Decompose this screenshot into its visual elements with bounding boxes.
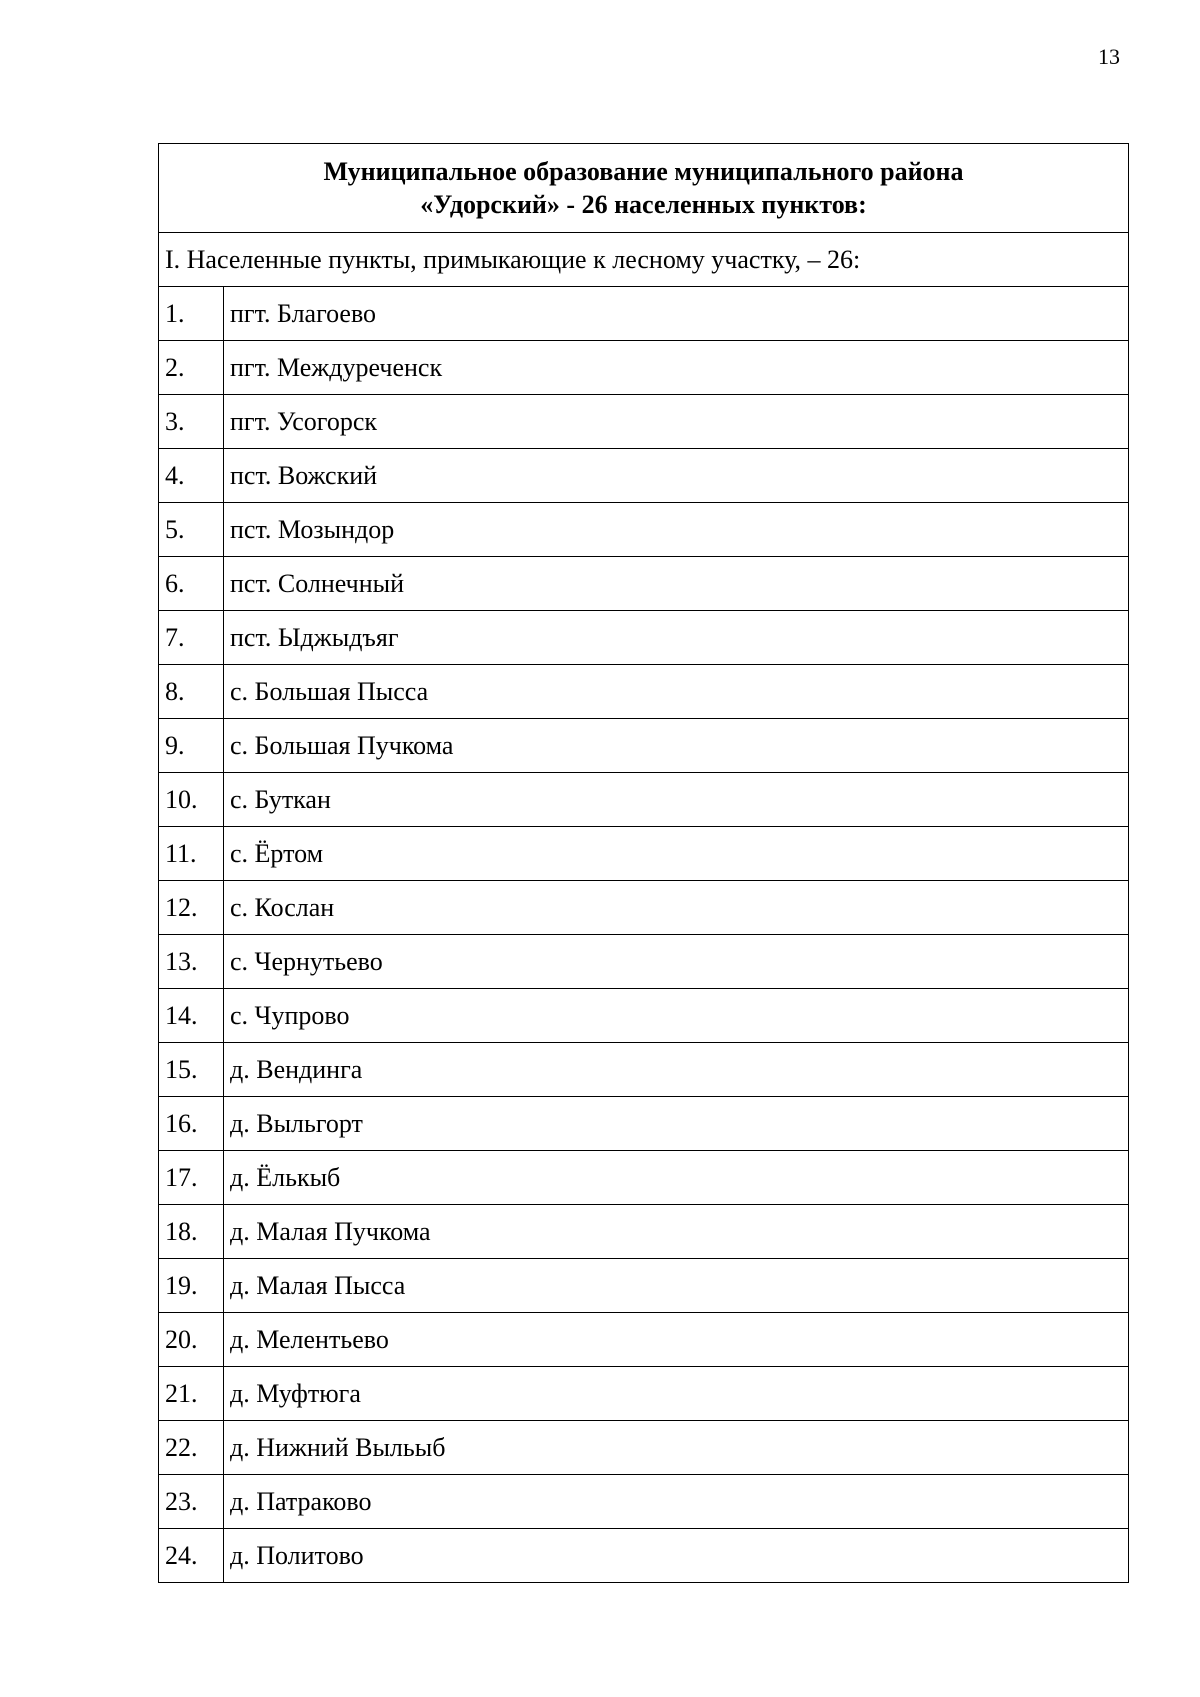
table-row: [159, 611, 1129, 665]
row-number: 5.: [159, 503, 224, 557]
table-row: [159, 1367, 1129, 1421]
row-number: 16.: [159, 1097, 224, 1151]
row-number: 7.: [159, 611, 224, 665]
row-number: 18.: [159, 1205, 224, 1259]
settlement-name: с. Буткан: [224, 773, 1129, 827]
settlement-name: д. Малая Пучкома: [224, 1205, 1129, 1259]
table-row: [159, 1313, 1129, 1367]
settlement-name: д. Ёлькыб: [224, 1151, 1129, 1205]
settlement-name: д. Малая Пысса: [224, 1259, 1129, 1313]
table-row: [159, 1205, 1129, 1259]
table-heading-line-1: Муниципальное образование муниципального района: [323, 157, 964, 186]
settlement-name: с. Чупрово: [224, 989, 1129, 1043]
table-row: [159, 827, 1129, 881]
settlement-name: с. Чернутьево: [224, 935, 1129, 989]
settlement-name: с. Большая Пучкома: [224, 719, 1129, 773]
table-row: [159, 989, 1129, 1043]
row-number: 15.: [159, 1043, 224, 1097]
row-number: 14.: [159, 989, 224, 1043]
row-number: 8.: [159, 665, 224, 719]
table-row: [159, 1475, 1129, 1529]
table-row: [159, 395, 1129, 449]
row-number: 4.: [159, 449, 224, 503]
table-row: [159, 935, 1129, 989]
settlement-name: д. Политово: [224, 1529, 1129, 1583]
table-row: [159, 503, 1129, 557]
table-row: [159, 1421, 1129, 1475]
section-title: I. Населенные пункты, примыкающие к лесному участку, – 26:: [159, 233, 1129, 287]
row-number: 22.: [159, 1421, 224, 1475]
table-row: [159, 341, 1129, 395]
table-heading-row: [159, 144, 1129, 233]
row-number: 3.: [159, 395, 224, 449]
row-number: 13.: [159, 935, 224, 989]
settlement-name: д. Вендинга: [224, 1043, 1129, 1097]
table-row: [159, 1043, 1129, 1097]
settlement-name: с. Большая Пысса: [224, 665, 1129, 719]
settlement-name: с. Ёртом: [224, 827, 1129, 881]
row-number: 1.: [159, 287, 224, 341]
row-number: 12.: [159, 881, 224, 935]
settlement-name: с. Кослан: [224, 881, 1129, 935]
table-body: [159, 144, 1129, 1583]
settlement-name: д. Выльгорт: [224, 1097, 1129, 1151]
settlement-name: пст. Солнечный: [224, 557, 1129, 611]
table-row: [159, 773, 1129, 827]
row-number: 2.: [159, 341, 224, 395]
table-row: [159, 557, 1129, 611]
table-heading-cell: [159, 144, 1129, 233]
row-number: 6.: [159, 557, 224, 611]
table-row: [159, 1259, 1129, 1313]
settlement-name: пст. Мозындор: [224, 503, 1129, 557]
row-number: 20.: [159, 1313, 224, 1367]
table-row: [159, 1097, 1129, 1151]
settlement-name: пгт. Благоево: [224, 287, 1129, 341]
table-row: [159, 719, 1129, 773]
row-number: 10.: [159, 773, 224, 827]
page-number: 13: [1098, 44, 1120, 69]
table-row: [159, 1151, 1129, 1205]
settlement-name: д. Нижний Выльыб: [224, 1421, 1129, 1475]
table-row: [159, 287, 1129, 341]
settlement-name: пгт. Междуреченск: [224, 341, 1129, 395]
row-number: 23.: [159, 1475, 224, 1529]
settlement-name: пгт. Усогорск: [224, 395, 1129, 449]
table-row: [159, 665, 1129, 719]
settlement-name: пст. Ыджыдъяг: [224, 611, 1129, 665]
row-number: 24.: [159, 1529, 224, 1583]
row-number: 9.: [159, 719, 224, 773]
row-number: 11.: [159, 827, 224, 881]
row-number: 19.: [159, 1259, 224, 1313]
table-heading-line-2: «Удорский» - 26 населенных пунктов:: [420, 190, 867, 219]
settlement-name: д. Патраково: [224, 1475, 1129, 1529]
settlement-name: д. Мелентьево: [224, 1313, 1129, 1367]
table-row: [159, 1529, 1129, 1583]
row-number: 17.: [159, 1151, 224, 1205]
settlement-name: пст. Вожский: [224, 449, 1129, 503]
row-number: 21.: [159, 1367, 224, 1421]
settlement-name: д. Муфтюга: [224, 1367, 1129, 1421]
section-title-row: [159, 233, 1129, 287]
settlements-table: [158, 143, 1129, 1583]
table-row: [159, 881, 1129, 935]
table-row: [159, 449, 1129, 503]
